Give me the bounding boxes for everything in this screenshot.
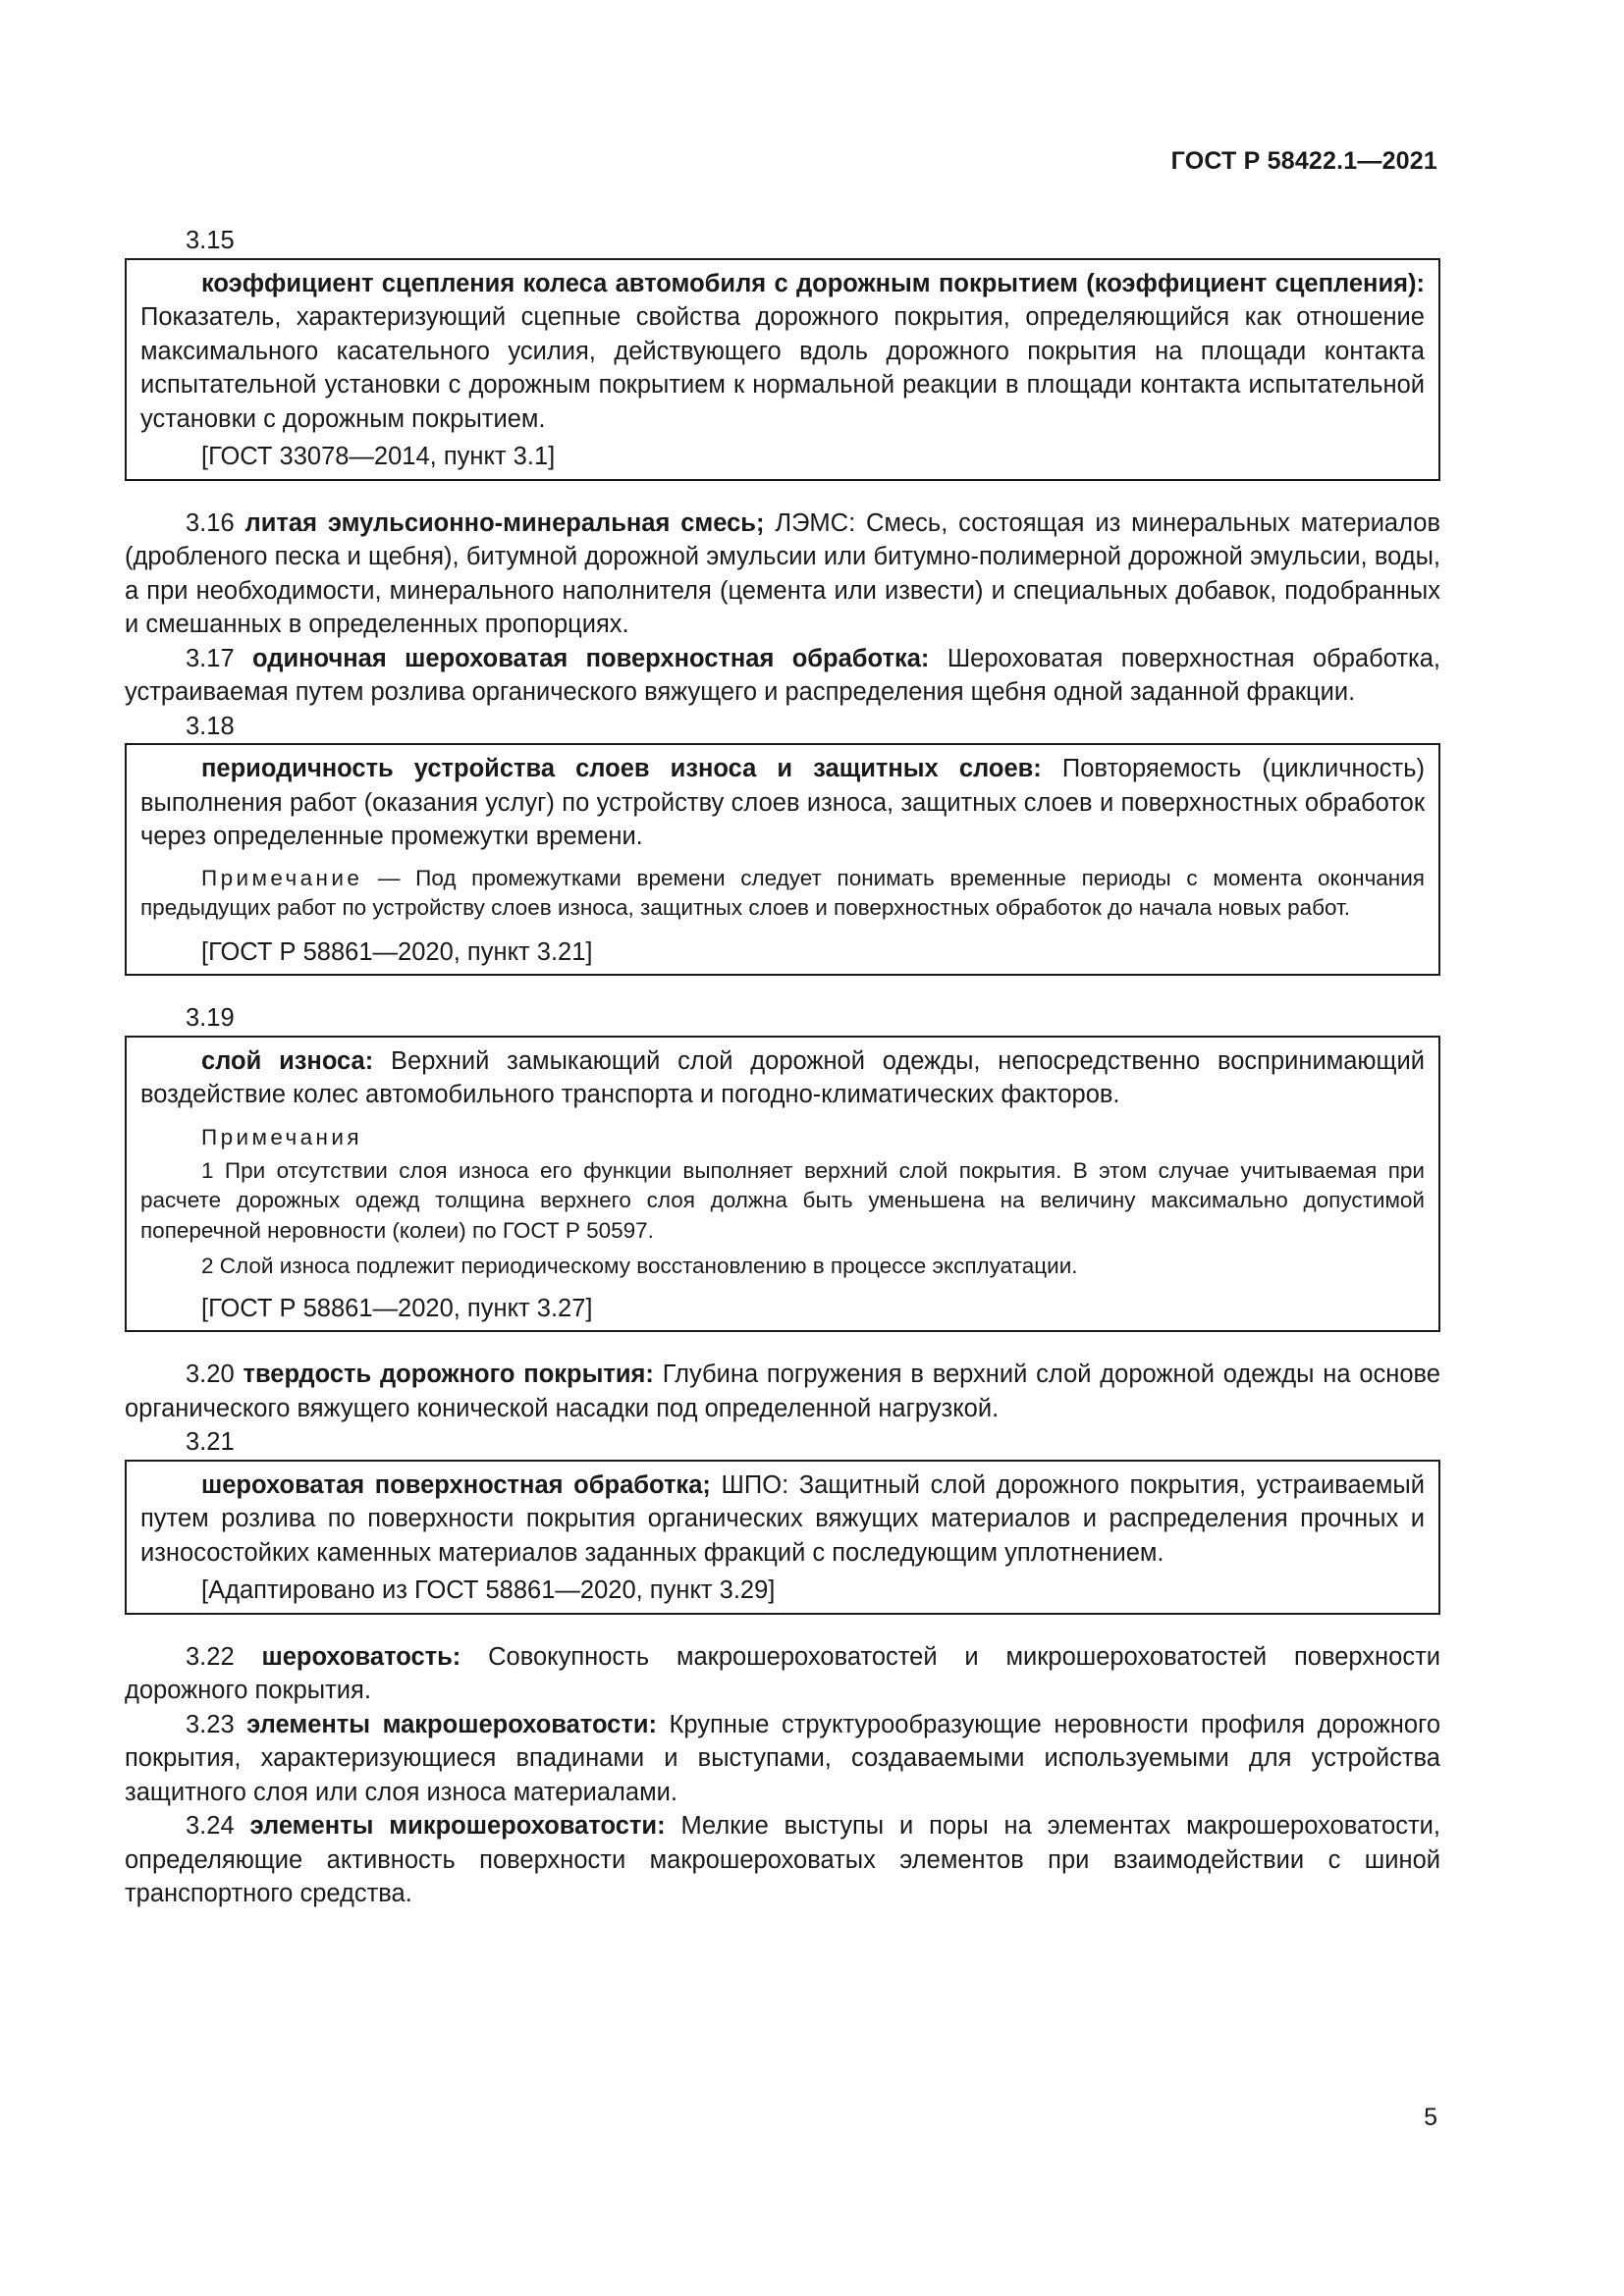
term-3-20 (125, 1358, 1440, 1425)
term-3-22 (125, 1640, 1440, 1708)
term-name-3-22: шероховатость: (261, 1642, 461, 1671)
note-2-3-19: 2 Слой износа подлежит периодическому восстановлению в процессе эксплуатации. (201, 1254, 1078, 1278)
term-number-3-23: 3.23 (186, 1710, 235, 1738)
term-name-3-16: литая эмульсионно-минеральная смесь; (244, 508, 765, 537)
document-code: ГОСТ Р 58422.1—2021 (1170, 147, 1437, 175)
term-name-3-23: элементы макрошероховатости: (246, 1710, 658, 1738)
term-name-3-18: периодичность устройства слоев износа и защитных слоев: (201, 755, 1042, 782)
notes-label-3-19: Примечания (201, 1124, 362, 1149)
term-name-3-15: коэффициент сцепления колеса автомобиля с дорожным покрытием (коэффициент сцепления): (201, 269, 1425, 297)
term-definition-3-20: Глубина погружения в верхний слой дорожной одежды на основе органического вяжущего конической насадки под определенной нагрузкой. (125, 1361, 1440, 1422)
page-number: 5 (1424, 2104, 1437, 2131)
note-label-3-18: Примечание (201, 865, 363, 890)
term-definition-3-22: Совокупность макрошероховатостей и микрошероховатостей поверхности дорожного покрытия. (125, 1642, 1440, 1704)
term-number-3-18: 3.18 (186, 712, 235, 740)
term-source-3-18: [ГОСТ Р 58861—2020, пункт 3.21] (201, 937, 593, 966)
term-name-3-19: слой износа: (201, 1046, 374, 1075)
term-3-19 (140, 1044, 1425, 1112)
term-3-21 (140, 1468, 1425, 1571)
term-3-17 (125, 642, 1440, 710)
term-3-23 (125, 1708, 1440, 1810)
term-name-3-24: элементы микрошероховатости: (249, 1812, 666, 1840)
term-definition-3-16: ЛЭМС: Смесь, состоящая из минеральных материалов (дробленого песка и щебня), битумной дорожной эмульсии или битумно-полимерной дорожной эмульсии, воды, а при необходимости, минерального наполнителя (цемента или извести) и специальных добавок, подобранных и смешанных в определенных пропорциях. (125, 508, 1441, 638)
term-3-15 (140, 267, 1425, 437)
note-body-3-18: Под промежутками времени следует понимать временные периоды с момента окончания предыдущих работ по устройству слоев износа, защитных слоев и поверхностных обработок до начала новых работ. (140, 865, 1425, 920)
term-name-3-21: шероховатая поверхностная обработка; (201, 1470, 711, 1499)
term-3-24 (125, 1809, 1440, 1911)
term-box-3-18 (125, 743, 1440, 976)
term-definition-3-18: Повторяемость (цикличность) выполнения работ (оказания услуг) по устройству слоев износа, защитных слоев и поверхностных обработок через определенные промежутки времени. (140, 755, 1425, 850)
term-number-3-24: 3.24 (186, 1812, 235, 1840)
term-source-3-21: [Адаптировано из ГОСТ 58861—2020, пункт 3.29] (201, 1576, 776, 1604)
term-3-18 (140, 752, 1425, 854)
term-number-3-22: 3.22 (186, 1642, 235, 1671)
term-name-3-20: твердость дорожного покрытия: (243, 1361, 654, 1388)
term-definition-3-24: Мелкие выступы и поры на элементах макрошероховатости, определяющие активность поверхности макрошероховатых элементов при взаимодействии с шиной транспортного средства. (125, 1812, 1440, 1907)
term-box-3-21 (125, 1460, 1440, 1615)
note-dash-3-18: — (362, 865, 416, 890)
term-number-3-20: 3.20 (186, 1361, 235, 1388)
term-name-3-17: одиночная шероховатая поверхностная обработка: (252, 644, 930, 672)
term-3-16 (125, 507, 1440, 642)
term-box-3-19 (125, 1036, 1440, 1333)
term-definition-3-21: ШПО: Защитный слой дорожного покрытия, устраиваемый путем розлива по поверхности покрытия органических вяжущих материалов и распределения прочных и износостойких каменных материалов заданных фракций с последующим уплотнением. (140, 1470, 1426, 1567)
note-1-3-19: 1 При отсутствии слоя износа его функции выполняет верхний слой покрытия. В этом случае учитываемая при расчете дорожных одежд толщина верхнего слоя должна быть уменьшена на величину максимально допустимой поперечной неровности (колеи) по ГОСТ Р 50597. (140, 1157, 1425, 1243)
term-definition-3-17: Шероховатая поверхностная обработка, устраиваемая путем розлива органического вяжущего и распределения щебня одной заданной фракции. (125, 644, 1440, 706)
term-number-3-15: 3.15 (186, 227, 235, 254)
term-definition-3-19: Верхний замыкающий слой дорожной одежды, непосредственно воспринимающий воздействие колес автомобильного транспорта и погодно-климатических факторов. (140, 1046, 1426, 1108)
term-definition-3-23: Крупные структурообразующие неровности профиля дорожного покрытия, характеризующиеся впадинами и выступами, создаваемыми используемыми для устройства защитного слоя или слоя износа материалами. (125, 1710, 1440, 1806)
term-number-3-21: 3.21 (186, 1428, 235, 1456)
term-number-3-17: 3.17 (186, 644, 235, 672)
term-source-3-15: [ГОСТ 33078—2014, пункт 3.1] (201, 443, 556, 470)
term-note-3-18 (140, 864, 1425, 924)
term-number-3-16: 3.16 (186, 508, 235, 537)
term-box-3-15 (125, 258, 1440, 481)
term-number-3-19: 3.19 (186, 1004, 235, 1032)
page-content (125, 224, 1440, 1911)
term-source-3-19: [ГОСТ Р 58861—2020, пункт 3.27] (201, 1294, 593, 1322)
term-definition-3-15: Показатель, характеризующий сцепные свойства дорожного покрытия, определяющийся как отношение максимального касательного усилия, действующего вдоль дорожного покрытия на площади контакта испытательной установки с дорожным покрытием к нормальной реакции в площади контакта испытательной установки с дорожным покрытием. (140, 303, 1425, 433)
